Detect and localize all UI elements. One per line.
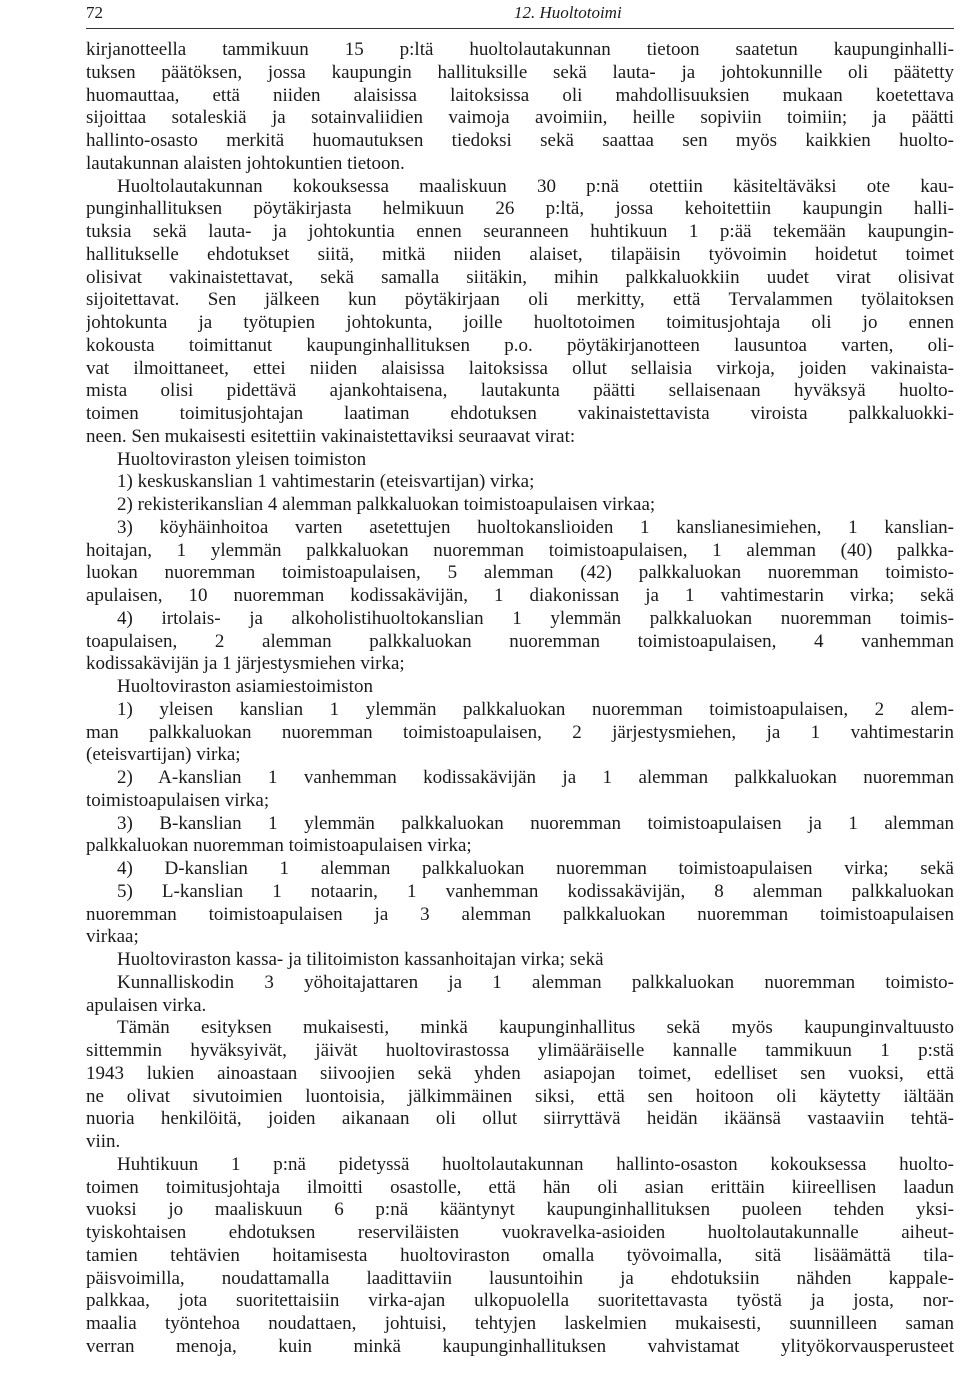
text-line: nuoremman toimistoapulaisen ja 3 alemman palkkaluokan nuoremman toimistoapulaisen: [86, 903, 954, 925]
text-line: 5) L-kanslian 1 notaarin, 1 vanhemman kodissakävijän, 8 alemman palkkaluokan: [117, 880, 954, 902]
text-line: kodissakävijän ja 1 järjestysmiehen virka;: [86, 653, 405, 675]
text-line: 3) B-kanslian 1 ylemmän palkkaluokan nuoremman toimistoapulaisen ja 1 alemman: [117, 812, 954, 834]
text-line: verran menoja, kuin minkä kaupunginhallituksen vahvistamat ylityökorvausperusteet: [86, 1335, 954, 1357]
text-line: luokan nuoremman toimistoapulaisen, 5 alemman (42) palkkaluokan nuoremman toimisto-: [86, 562, 954, 584]
text-line: 2) A-kanslian 1 vanhemman kodissakävijän ja 1 alemman palkkaluokan nuoremman: [117, 767, 954, 788]
text-line: lautakunnan alaisten johtokuntien tietoon.: [86, 152, 405, 174]
text-line: Huoltoviraston kassa- ja tilitoimiston kassanhoitajan virka; sekä: [117, 949, 604, 970]
text-line: Kunnalliskodin 3 yöhoitajattaren ja 1 alemman palkkaluokan nuoremman toimisto-: [117, 971, 954, 993]
text-line: Huoltolautakunnan kokouksessa maaliskuun 30 p:nä otettiin käsiteltäväksi ote kau-: [117, 175, 954, 197]
text-line: toapulaisen, 2 alemman palkkaluokan nuoremman toimistoapulaisen, 4 vanhemman: [86, 630, 954, 652]
text-line: ne olivat sivutoimien luontoisia, jälkimmäinen siksi, että sen hoitoon oli käytetty iältään: [86, 1085, 954, 1107]
text-line: sittemmin hyväksyivät, jäivät huoltovirastossa ylimääräiselle kannalle tammikuun 1 p:stä: [86, 1040, 954, 1061]
text-line: kokousta toimittanut kaupunginhallituksen p.o. pöytäkirjanotteen lausuntoa varten, oli-: [86, 334, 954, 356]
text-line: vat ilmoittaneet, ettei niiden alaisissa laitoksissa ollut sellaisia virkoja, joiden vakinaista-: [86, 357, 954, 379]
header-rule: [86, 28, 954, 29]
text-line: Tämän esityksen mukaisesti, minkä kaupunginhallitus sekä myös kaupunginvaltuusto: [117, 1017, 954, 1039]
text-line: tuksia sekä lauta- ja johtokuntia ennen seuranneen huhtikuun 1 p:ää tekemään kaupungin-: [86, 221, 954, 242]
text-line: man palkkaluokan nuoremman toimistoapulaisen, 2 järjestysmiehen, ja 1 vahtimestarin: [86, 721, 954, 743]
page-header: [86, 0, 954, 26]
text-line: toimen toimitusjohtaja ilmoitti osastolle, että hän oli asian erittäin kiireellisen laadun: [86, 1176, 954, 1198]
text-line: punginhallituksen pöytäkirjasta helmikuun 26 p:ltä, jossa kehoitettiin kaupungin halli-: [86, 198, 954, 220]
text-line: apulaisen virka.: [86, 994, 207, 1016]
text-line: sijoittaa sotaleskiä ja sotainvaliidien vaimoja avoimiin, heille sopiviin toimiin; ja päätti: [86, 107, 954, 129]
text-line: viin.: [86, 1131, 121, 1152]
text-line: vuoksi jo maaliskuun 6 p:nä kääntynyt kaupunginhallituksen puoleen tehden yksi-: [86, 1199, 954, 1221]
text-line: olisivat vakinaistettavat, sekä samalla siitäkin, mihin palkkaluokkiin uudet virat olisivat: [86, 266, 954, 288]
text-line: johtokunta ja työtupien johtokunta, joille huoltotoimen toimitusjohtaja oli jo ennen: [86, 312, 954, 333]
text-line: 2) rekisterikanslian 4 alemman palkkaluokan toimistoapulaisen virkaa;: [117, 494, 656, 515]
text-line: 1) keskuskanslian 1 vahtimestarin (eteisvartijan) virka;: [117, 471, 535, 493]
text-line: sijoitettavat. Sen jälkeen kun pöytäkirjaan oli merkitty, että Tervalammen työlaitoksen: [86, 289, 954, 311]
text-line: mista olisi pidettävä ajankohtaisena, lautakunta päätti sellaisenaan hyväksyä huolto-: [86, 380, 954, 402]
text-line: (eteisvartijan) virka;: [86, 744, 241, 766]
text-line: 1943 lukien ainoastaan siivoojien sekä yhden asiapojan toimet, edelliset sen vuoksi, että: [86, 1062, 954, 1084]
text-line: toimistoapulaisen virka;: [86, 789, 270, 811]
text-line: 4) D-kanslian 1 alemman palkkaluokan nuoremman toimistoapulaisen virka; sekä: [117, 858, 954, 879]
text-line: hoitajan, 1 ylemmän palkkaluokan nuoremman toimistoapulaisen, 1 alemman (40) palkka-: [86, 539, 954, 561]
text-line: 1) yleisen kanslian 1 ylemmän palkkaluokan nuoremman toimistoapulaisen, 2 alem-: [117, 698, 954, 720]
text-line: nuoria henkilöitä, joiden aikanaan oli ollut siirryttävä heidän ikäänsä vastaaviin tehtä-: [86, 1108, 954, 1130]
body-text: [86, 39, 954, 1359]
text-line: hallitukselle ehdotukset siitä, mitkä niiden alaiset, tilapäisin työvoimin hoidetut toimet: [86, 243, 954, 265]
page-number: 72: [86, 3, 103, 22]
text-line: maalia työntehoa noudattaen, johtuisi, tehtyjen laskelmien mukaisesti, suunnilleen saman: [86, 1313, 954, 1334]
text-line: palkkaa, jota suoritettaisiin virka-ajan ulkopuolella suoritettavasta työstä ja josta, nor-: [86, 1290, 954, 1312]
text-line: virkaa;: [86, 926, 139, 948]
text-line: 4) irtolais- ja alkoholistihuoltokanslian 1 ylemmän palkkaluokan nuoremman toimis-: [117, 607, 954, 629]
running-title: 12. Huoltotoimi: [514, 3, 622, 22]
text-line: apulaisen, 10 nuoremman kodissakävijän, 1 diakonissan ja 1 vahtimestarin virka; sekä: [86, 585, 954, 606]
text-line: toimen toimitusjohtajan laatiman ehdotuksen vakinaistettavista viroista palkkaluokki-: [86, 403, 954, 424]
text-line: Huoltoviraston yleisen toimiston: [117, 448, 367, 470]
text-line: tuksen päätöksen, jossa kaupungin hallituksille sekä lauta- ja johtokunnille oli päätetty: [86, 61, 954, 83]
text-line: neen. Sen mukaisesti esitettiin vakinaistettaviksi seuraavat virat:: [86, 425, 576, 447]
text-line: kirjanotteella tammikuun 15 p:ltä huoltolautakunnan tietoon saatetun kaupunginhalli-: [86, 39, 954, 60]
text-line: hallinto-osasto merkitä huomautuksen tiedoksi sekä saattaa sen myös kaikkien huolto-: [86, 130, 954, 151]
text-line: 3) köyhäinhoitoa varten asetettujen huoltokanslioiden 1 kanslianesimiehen, 1 kanslian-: [117, 516, 954, 538]
text-line: Huoltoviraston asiamiestoimiston: [117, 676, 373, 697]
text-line: tamien tehtävien hoitamisesta huoltoviraston omalla työvoimalla, sitä lisäämättä tila-: [86, 1244, 954, 1266]
text-line: Huhtikuun 1 p:nä pidetyssä huoltolautakunnan hallinto-osaston kokouksessa huolto-: [117, 1153, 954, 1175]
text-line: tyiskohtaisen ehdotuksen reserviläisten vuokravelka-asioiden huoltolautakunnalle aiheut-: [86, 1222, 954, 1243]
text-line: huomauttaa, että niiden alaisissa laitoksissa oli mahdollisuuksien mukaan koetettava: [86, 84, 954, 106]
text-line: palkkaluokan nuoremman toimistoapulaisen virka;: [86, 835, 472, 857]
text-line: päisvoimilla, noudattamalla laadittaviin lausuntoihin ja ehdotuksiin nähden kappale-: [86, 1267, 954, 1289]
